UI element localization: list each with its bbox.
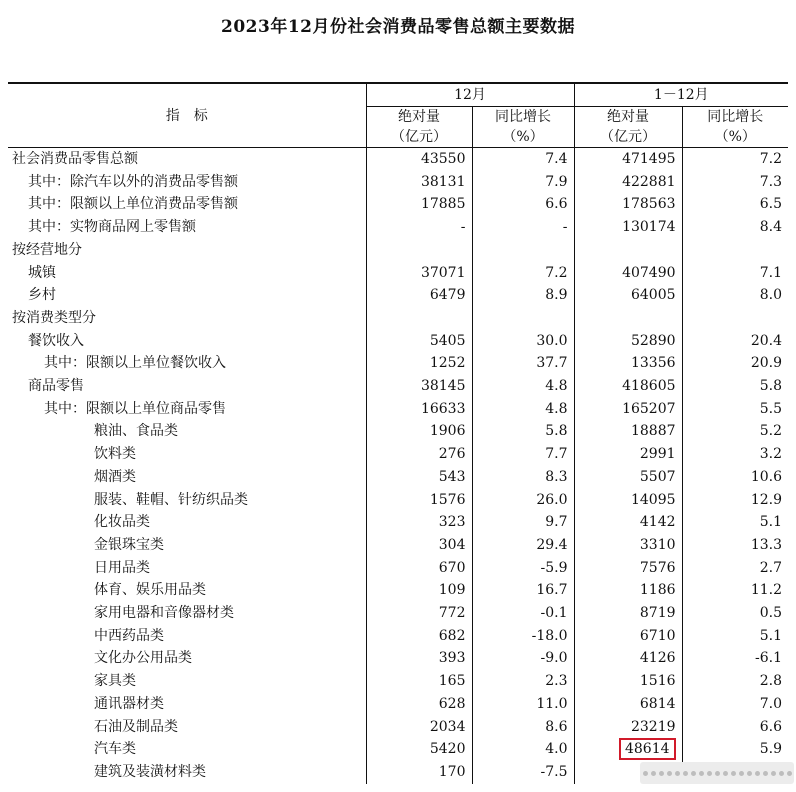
cell-ytd-abs bbox=[574, 738, 682, 761]
row-label: 服装、鞋帽、针纺织品类 bbox=[94, 491, 248, 508]
table-row bbox=[8, 193, 788, 216]
row-label: 餐饮收入 bbox=[28, 332, 84, 349]
row-label: 化妆品类 bbox=[94, 514, 150, 531]
cell-dec-abs: 323 bbox=[366, 511, 472, 534]
cell-dec-abs: 17885 bbox=[366, 193, 472, 216]
cell-dec-yoy: 7.4 bbox=[472, 148, 574, 171]
cell-ytd-abs: 2991 bbox=[574, 443, 682, 466]
row-label: 日用品类 bbox=[94, 559, 150, 576]
table-row bbox=[8, 216, 788, 239]
cell-ytd-yoy: -6.1 bbox=[682, 647, 788, 670]
cell-dec-yoy: 37.7 bbox=[472, 352, 574, 375]
cell-dec-abs: 16633 bbox=[366, 398, 472, 421]
cell-ytd-abs: 13356 bbox=[574, 352, 682, 375]
cell-ytd-yoy: 0.5 bbox=[682, 602, 788, 625]
table-row bbox=[8, 602, 788, 625]
cell-ytd-yoy: 5.1 bbox=[682, 625, 788, 648]
table-row bbox=[8, 716, 788, 739]
cell-ytd-yoy: 5.8 bbox=[682, 375, 788, 398]
cell-ytd-yoy: 8.4 bbox=[682, 216, 788, 239]
cell-dec-yoy: -7.5 bbox=[472, 761, 574, 784]
row-label: 其中：限额以上单位消费品零售额 bbox=[28, 196, 238, 213]
table-row bbox=[8, 625, 788, 648]
dec-group-header: 12月 bbox=[366, 83, 574, 107]
cell-dec-yoy: 4.0 bbox=[472, 738, 574, 761]
cell-dec-yoy: 26.0 bbox=[472, 489, 574, 512]
table-row bbox=[8, 443, 788, 466]
table-row bbox=[8, 171, 788, 194]
table-row bbox=[8, 738, 788, 761]
row-label: 家用电器和音像器材类 bbox=[94, 605, 234, 622]
table-row bbox=[8, 148, 788, 171]
table-row bbox=[8, 262, 788, 285]
cell-ytd-abs: 418605 bbox=[574, 375, 682, 398]
cell-dec-yoy: - bbox=[472, 216, 574, 239]
table-row bbox=[8, 579, 788, 602]
cell-dec-abs: 670 bbox=[366, 557, 472, 580]
row-label: 金银珠宝类 bbox=[94, 536, 164, 553]
cell-ytd-yoy: 7.2 bbox=[682, 148, 788, 171]
retail-sales-table bbox=[8, 82, 788, 784]
cell-ytd-abs bbox=[574, 239, 682, 262]
cell-dec-abs bbox=[366, 307, 472, 330]
row-label: 中西药品类 bbox=[94, 627, 164, 644]
row-label: 按经营地分 bbox=[12, 241, 82, 258]
cell-ytd-abs: 422881 bbox=[574, 171, 682, 194]
table-row bbox=[8, 557, 788, 580]
row-label: 其中：除汽车以外的消费品零售额 bbox=[28, 173, 238, 190]
table-row bbox=[8, 693, 788, 716]
cell-dec-yoy: 8.6 bbox=[472, 716, 574, 739]
indicator-header: 指 标 bbox=[8, 83, 366, 148]
cell-dec-yoy: 6.6 bbox=[472, 193, 574, 216]
cell-ytd-yoy: 13.3 bbox=[682, 534, 788, 557]
cell-ytd-yoy: 6.5 bbox=[682, 193, 788, 216]
cell-dec-abs: 304 bbox=[366, 534, 472, 557]
cell-dec-abs: 5405 bbox=[366, 330, 472, 353]
cell-ytd-abs: 4126 bbox=[574, 647, 682, 670]
cell-ytd-yoy: 7.3 bbox=[682, 171, 788, 194]
cell-dec-abs: 109 bbox=[366, 579, 472, 602]
cell-ytd-abs: 64005 bbox=[574, 284, 682, 307]
cell-ytd-yoy: 6.6 bbox=[682, 716, 788, 739]
cell-ytd-yoy bbox=[682, 307, 788, 330]
cell-dec-yoy: 4.8 bbox=[472, 398, 574, 421]
cell-dec-abs: 170 bbox=[366, 761, 472, 784]
cell-dec-abs: 2034 bbox=[366, 716, 472, 739]
cell-dec-abs: - bbox=[366, 216, 472, 239]
cell-dec-yoy: 7.7 bbox=[472, 443, 574, 466]
row-label: 文化办公用品类 bbox=[94, 650, 192, 667]
highlight-box: 48614 bbox=[619, 738, 676, 760]
cell-ytd-yoy: 7.1 bbox=[682, 262, 788, 285]
row-label: 其中：限额以上单位商品零售 bbox=[44, 400, 226, 417]
cell-ytd-abs: 14095 bbox=[574, 489, 682, 512]
table-row bbox=[8, 489, 788, 512]
cell-ytd-abs: 7576 bbox=[574, 557, 682, 580]
table-row bbox=[8, 534, 788, 557]
cell-dec-yoy: 4.8 bbox=[472, 375, 574, 398]
cell-ytd-abs: 1186 bbox=[574, 579, 682, 602]
row-label: 汽车类 bbox=[94, 741, 136, 758]
row-label: 粮油、食品类 bbox=[94, 423, 178, 440]
cell-dec-yoy: 8.9 bbox=[472, 284, 574, 307]
cell-dec-yoy: 29.4 bbox=[472, 534, 574, 557]
row-label: 商品零售 bbox=[28, 378, 84, 395]
dec-abs-header: 绝对量 （亿元） bbox=[366, 107, 472, 148]
row-label: 饮料类 bbox=[94, 446, 136, 463]
cell-ytd-yoy: 2.8 bbox=[682, 670, 788, 693]
table-row bbox=[8, 511, 788, 534]
cell-dec-abs: 1252 bbox=[366, 352, 472, 375]
cell-dec-yoy: 5.8 bbox=[472, 420, 574, 443]
cell-ytd-yoy bbox=[682, 239, 788, 262]
cell-dec-yoy bbox=[472, 239, 574, 262]
cell-ytd-yoy: 5.9 bbox=[682, 738, 788, 761]
cell-dec-abs: 543 bbox=[366, 466, 472, 489]
cell-ytd-yoy: 20.9 bbox=[682, 352, 788, 375]
cell-dec-yoy: 30.0 bbox=[472, 330, 574, 353]
ytd-group-header: 1－12月 bbox=[574, 83, 788, 107]
cell-dec-abs bbox=[366, 239, 472, 262]
cell-dec-abs: 165 bbox=[366, 670, 472, 693]
cell-dec-yoy bbox=[472, 307, 574, 330]
cell-dec-yoy: -5.9 bbox=[472, 557, 574, 580]
cell-dec-yoy: 8.3 bbox=[472, 466, 574, 489]
row-label: 社会消费品零售总额 bbox=[12, 151, 138, 167]
cell-ytd-abs: 3310 bbox=[574, 534, 682, 557]
row-label: 体育、娱乐用品类 bbox=[94, 582, 206, 599]
row-label: 其中：限额以上单位餐饮收入 bbox=[44, 355, 226, 372]
cell-ytd-yoy: 5.2 bbox=[682, 420, 788, 443]
table-row bbox=[8, 330, 788, 353]
cell-ytd-abs: 5507 bbox=[574, 466, 682, 489]
cell-ytd-abs: 471495 bbox=[574, 148, 682, 171]
cell-dec-abs: 682 bbox=[366, 625, 472, 648]
ytd-abs-header: 绝对量 （亿元） bbox=[574, 107, 682, 148]
cell-ytd-abs: 6710 bbox=[574, 625, 682, 648]
cell-dec-abs: 1576 bbox=[366, 489, 472, 512]
cell-ytd-abs: 1516 bbox=[574, 670, 682, 693]
cell-ytd-yoy: 5.1 bbox=[682, 511, 788, 534]
horizontal-scrollbar[interactable] bbox=[640, 762, 794, 784]
cell-dec-yoy: 2.3 bbox=[472, 670, 574, 693]
cell-ytd-yoy: 12.9 bbox=[682, 489, 788, 512]
cell-ytd-abs: 130174 bbox=[574, 216, 682, 239]
cell-dec-abs: 276 bbox=[366, 443, 472, 466]
cell-ytd-abs: 6814 bbox=[574, 693, 682, 716]
table-row bbox=[8, 307, 788, 330]
table-row bbox=[8, 670, 788, 693]
table-row bbox=[8, 239, 788, 262]
cell-ytd-yoy: 8.0 bbox=[682, 284, 788, 307]
row-label: 乡村 bbox=[28, 287, 56, 304]
cell-dec-yoy: 7.2 bbox=[472, 262, 574, 285]
table-row bbox=[8, 352, 788, 375]
table-row bbox=[8, 647, 788, 670]
cell-ytd-abs: 165207 bbox=[574, 398, 682, 421]
cell-ytd-yoy: 3.2 bbox=[682, 443, 788, 466]
table-row bbox=[8, 466, 788, 489]
row-label: 其中：实物商品网上零售额 bbox=[28, 219, 196, 236]
cell-dec-abs: 43550 bbox=[366, 148, 472, 171]
cell-dec-abs: 6479 bbox=[366, 284, 472, 307]
cell-dec-yoy: 7.9 bbox=[472, 171, 574, 194]
table-row bbox=[8, 375, 788, 398]
cell-dec-abs: 393 bbox=[366, 647, 472, 670]
row-label: 通讯器材类 bbox=[94, 695, 164, 712]
ytd-yoy-header: 同比增长 （%） bbox=[682, 107, 788, 148]
table-row bbox=[8, 420, 788, 443]
cell-ytd-yoy: 2.7 bbox=[682, 557, 788, 580]
cell-ytd-abs: 52890 bbox=[574, 330, 682, 353]
row-label: 按消费类型分 bbox=[12, 309, 96, 326]
cell-ytd-yoy: 11.2 bbox=[682, 579, 788, 602]
cell-dec-abs: 37071 bbox=[366, 262, 472, 285]
cell-ytd-abs: 4142 bbox=[574, 511, 682, 534]
table-row bbox=[8, 284, 788, 307]
cell-dec-yoy: 16.7 bbox=[472, 579, 574, 602]
cell-ytd-yoy: 20.4 bbox=[682, 330, 788, 353]
page-title: 2023年12月份社会消费品零售总额主要数据 bbox=[221, 17, 575, 37]
row-label: 家具类 bbox=[94, 673, 136, 690]
cell-ytd-abs: 23219 bbox=[574, 716, 682, 739]
row-label: 城镇 bbox=[28, 264, 56, 281]
cell-ytd-abs: 178563 bbox=[574, 193, 682, 216]
cell-dec-abs: 628 bbox=[366, 693, 472, 716]
dec-yoy-header: 同比增长 （%） bbox=[472, 107, 574, 148]
cell-dec-abs: 5420 bbox=[366, 738, 472, 761]
row-label: 石油及制品类 bbox=[94, 718, 178, 735]
cell-dec-yoy: 9.7 bbox=[472, 511, 574, 534]
table-row bbox=[8, 398, 788, 421]
cell-dec-abs: 38145 bbox=[366, 375, 472, 398]
cell-dec-yoy: -18.0 bbox=[472, 625, 574, 648]
cell-ytd-abs: 18887 bbox=[574, 420, 682, 443]
row-label: 建筑及装潢材料类 bbox=[94, 763, 206, 780]
cell-ytd-yoy: 7.0 bbox=[682, 693, 788, 716]
cell-ytd-abs bbox=[574, 307, 682, 330]
cell-ytd-abs: 407490 bbox=[574, 262, 682, 285]
cell-dec-yoy: -9.0 bbox=[472, 647, 574, 670]
cell-ytd-yoy: 10.6 bbox=[682, 466, 788, 489]
cell-dec-yoy: 11.0 bbox=[472, 693, 574, 716]
row-label: 烟酒类 bbox=[94, 468, 136, 485]
cell-dec-abs: 772 bbox=[366, 602, 472, 625]
cell-dec-abs: 38131 bbox=[366, 171, 472, 194]
cell-dec-abs: 1906 bbox=[366, 420, 472, 443]
cell-dec-yoy: -0.1 bbox=[472, 602, 574, 625]
cell-ytd-abs: 8719 bbox=[574, 602, 682, 625]
cell-ytd-yoy: 5.5 bbox=[682, 398, 788, 421]
